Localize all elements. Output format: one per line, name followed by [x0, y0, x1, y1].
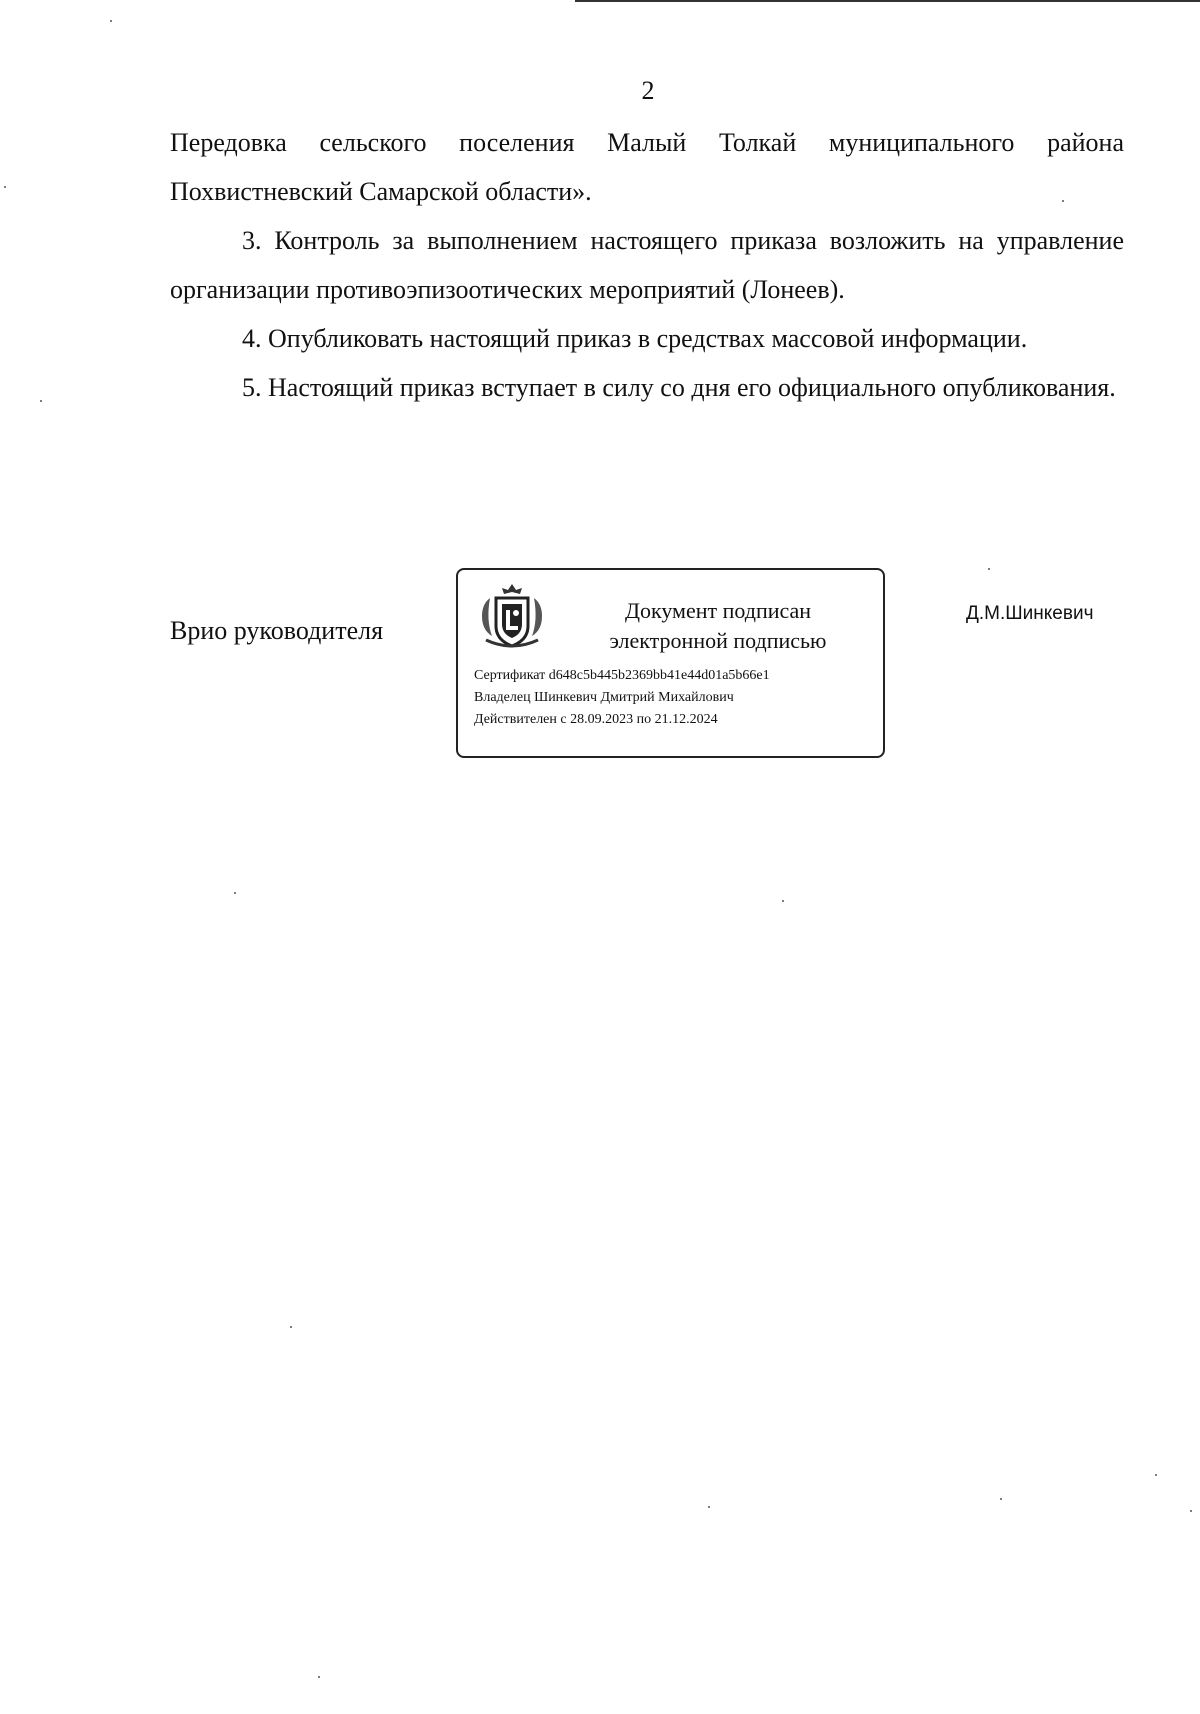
paragraph-continuation: Передовка сельского поселения Малый Толкай муниципального района Похвистневский Самарской области».: [170, 128, 1124, 206]
scan-speck: [290, 1326, 292, 1328]
page-number: 2: [641, 76, 655, 105]
paragraph-item-4: 4. Опубликовать настоящий приказ в средствах массовой информации.: [242, 324, 1028, 353]
scan-speck: [1190, 1510, 1192, 1512]
electronic-signature-stamp: [456, 568, 885, 758]
scan-speck: [708, 1506, 710, 1508]
scan-speck: [4, 186, 6, 188]
paragraph-item-5: 5. Настоящий приказ вступает в силу со дня его официального опубликования.: [242, 373, 1116, 402]
certificate-owner: Владелец Шинкевич Дмитрий Михайлович: [474, 690, 734, 705]
certificate-number: Сертификат d648c5b445b2369bb41e44d01a5b66e1: [474, 668, 770, 683]
scan-speck: [1155, 1474, 1157, 1476]
scan-speck: [40, 400, 42, 402]
paragraph-item-3: 3. Контроль за выполнением настоящего приказа возложить на управление организации противоэпизоотических мероприятий (Лонеев).: [170, 226, 1124, 304]
certificate-validity: Действителен с 28.09.2023 по 21.12.2024: [474, 712, 718, 727]
stamp-heading-line2: электронной подписью: [609, 628, 827, 653]
scan-speck: [988, 568, 990, 570]
scan-speck: [1000, 1498, 1002, 1500]
signer-position: Врио руководителя: [170, 616, 384, 645]
scan-speck: [1062, 200, 1064, 202]
scan-speck: [782, 900, 784, 902]
top-border-line: [575, 0, 1200, 2]
stamp-heading-line1: Документ подписан: [624, 598, 812, 623]
scan-speck: [234, 892, 236, 894]
scan-speck: [318, 1676, 320, 1678]
signer-name: Д.М.Шинкевич: [966, 603, 1094, 624]
document-body: [170, 118, 1124, 412]
coat-of-arms-icon: [476, 580, 548, 652]
scan-speck: [110, 20, 112, 22]
